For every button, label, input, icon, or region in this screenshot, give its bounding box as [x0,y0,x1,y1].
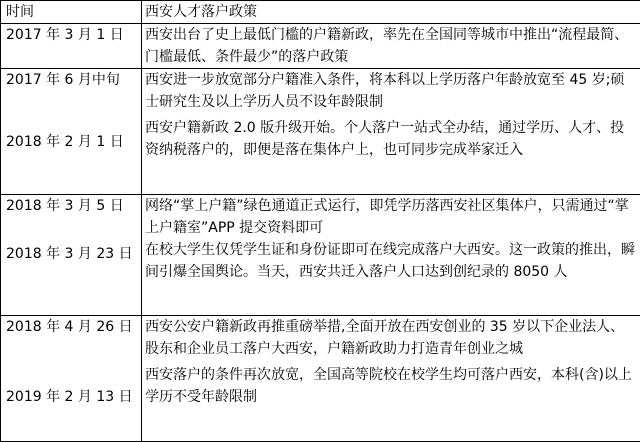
policy-cell [142,69,640,195]
table-row [1,195,640,316]
date-cell [1,195,142,316]
entry-date: 2018 年 4 月 26 日 [6,316,138,338]
entry-date: 2018 年 3 月 23 日 [6,243,138,265]
date-cell [1,24,142,69]
table-row [1,316,640,442]
entry-text: 西安公安户籍新政再推重磅举措,全面开放在西安创业的 35 岁以下企业法人、股东和企业员工落户大西安，户籍新政助力打造青年创业之城 [145,316,637,360]
entry-text: 西安进一步放宽部分户籍准入条件，将本科以上学历落户年龄放宽至 45 岁;硕士研究生及以上学历人员不设年龄限制 [145,69,637,113]
date-cell [1,316,142,442]
table-row [1,24,640,69]
entry-date: 2018 年 2 月 1 日 [6,131,138,153]
entry-date: 2017 年 6 月中旬 [6,69,138,91]
policy-cell [142,24,640,69]
entry-text: 西安出台了史上最低门槛的户籍新政，率先在全国同等城市中推出“流程最简、门槛最低、条件最少”的落户政策 [145,24,637,68]
entry-date: 2019 年 2 月 13 日 [6,386,138,408]
entry-date: 2017 年 3 月 1 日 [6,24,138,46]
header-time: 时间 [1,1,142,24]
policy-cell [142,316,640,442]
entry-text: 西安户籍新政 2.0 版升级开始。个人落户一站式全办结，通过学历、人才、投资纳税落户的，即便是落在集体户上，也可同步完成举家迁入 [145,117,637,161]
entry-text: 在校大学生仅凭学生证和身份证即可在线完成落户大西安。这一政策的推出，瞬间引爆全国舆论。当天，西安共迁入落户人口达到创纪录的 8050 人 [145,239,637,283]
entry-text: 西安落户的条件再次放宽，全国高等院校在校学生均可落户西安，本科(含)以上学历不受年龄限制 [145,364,637,408]
table-row [1,69,640,195]
table-header-row [1,1,640,24]
entry-date: 2018 年 3 月 5 日 [6,195,138,217]
header-policy: 西安人才落户政策 [142,1,640,24]
policy-cell [142,195,640,316]
date-cell [1,69,142,195]
entry-text: 网络“掌上户籍”绿色通道正式运行，即凭学历落西安社区集体户，只需通过“掌上户籍室”APP 提交资料即可 [145,195,637,239]
